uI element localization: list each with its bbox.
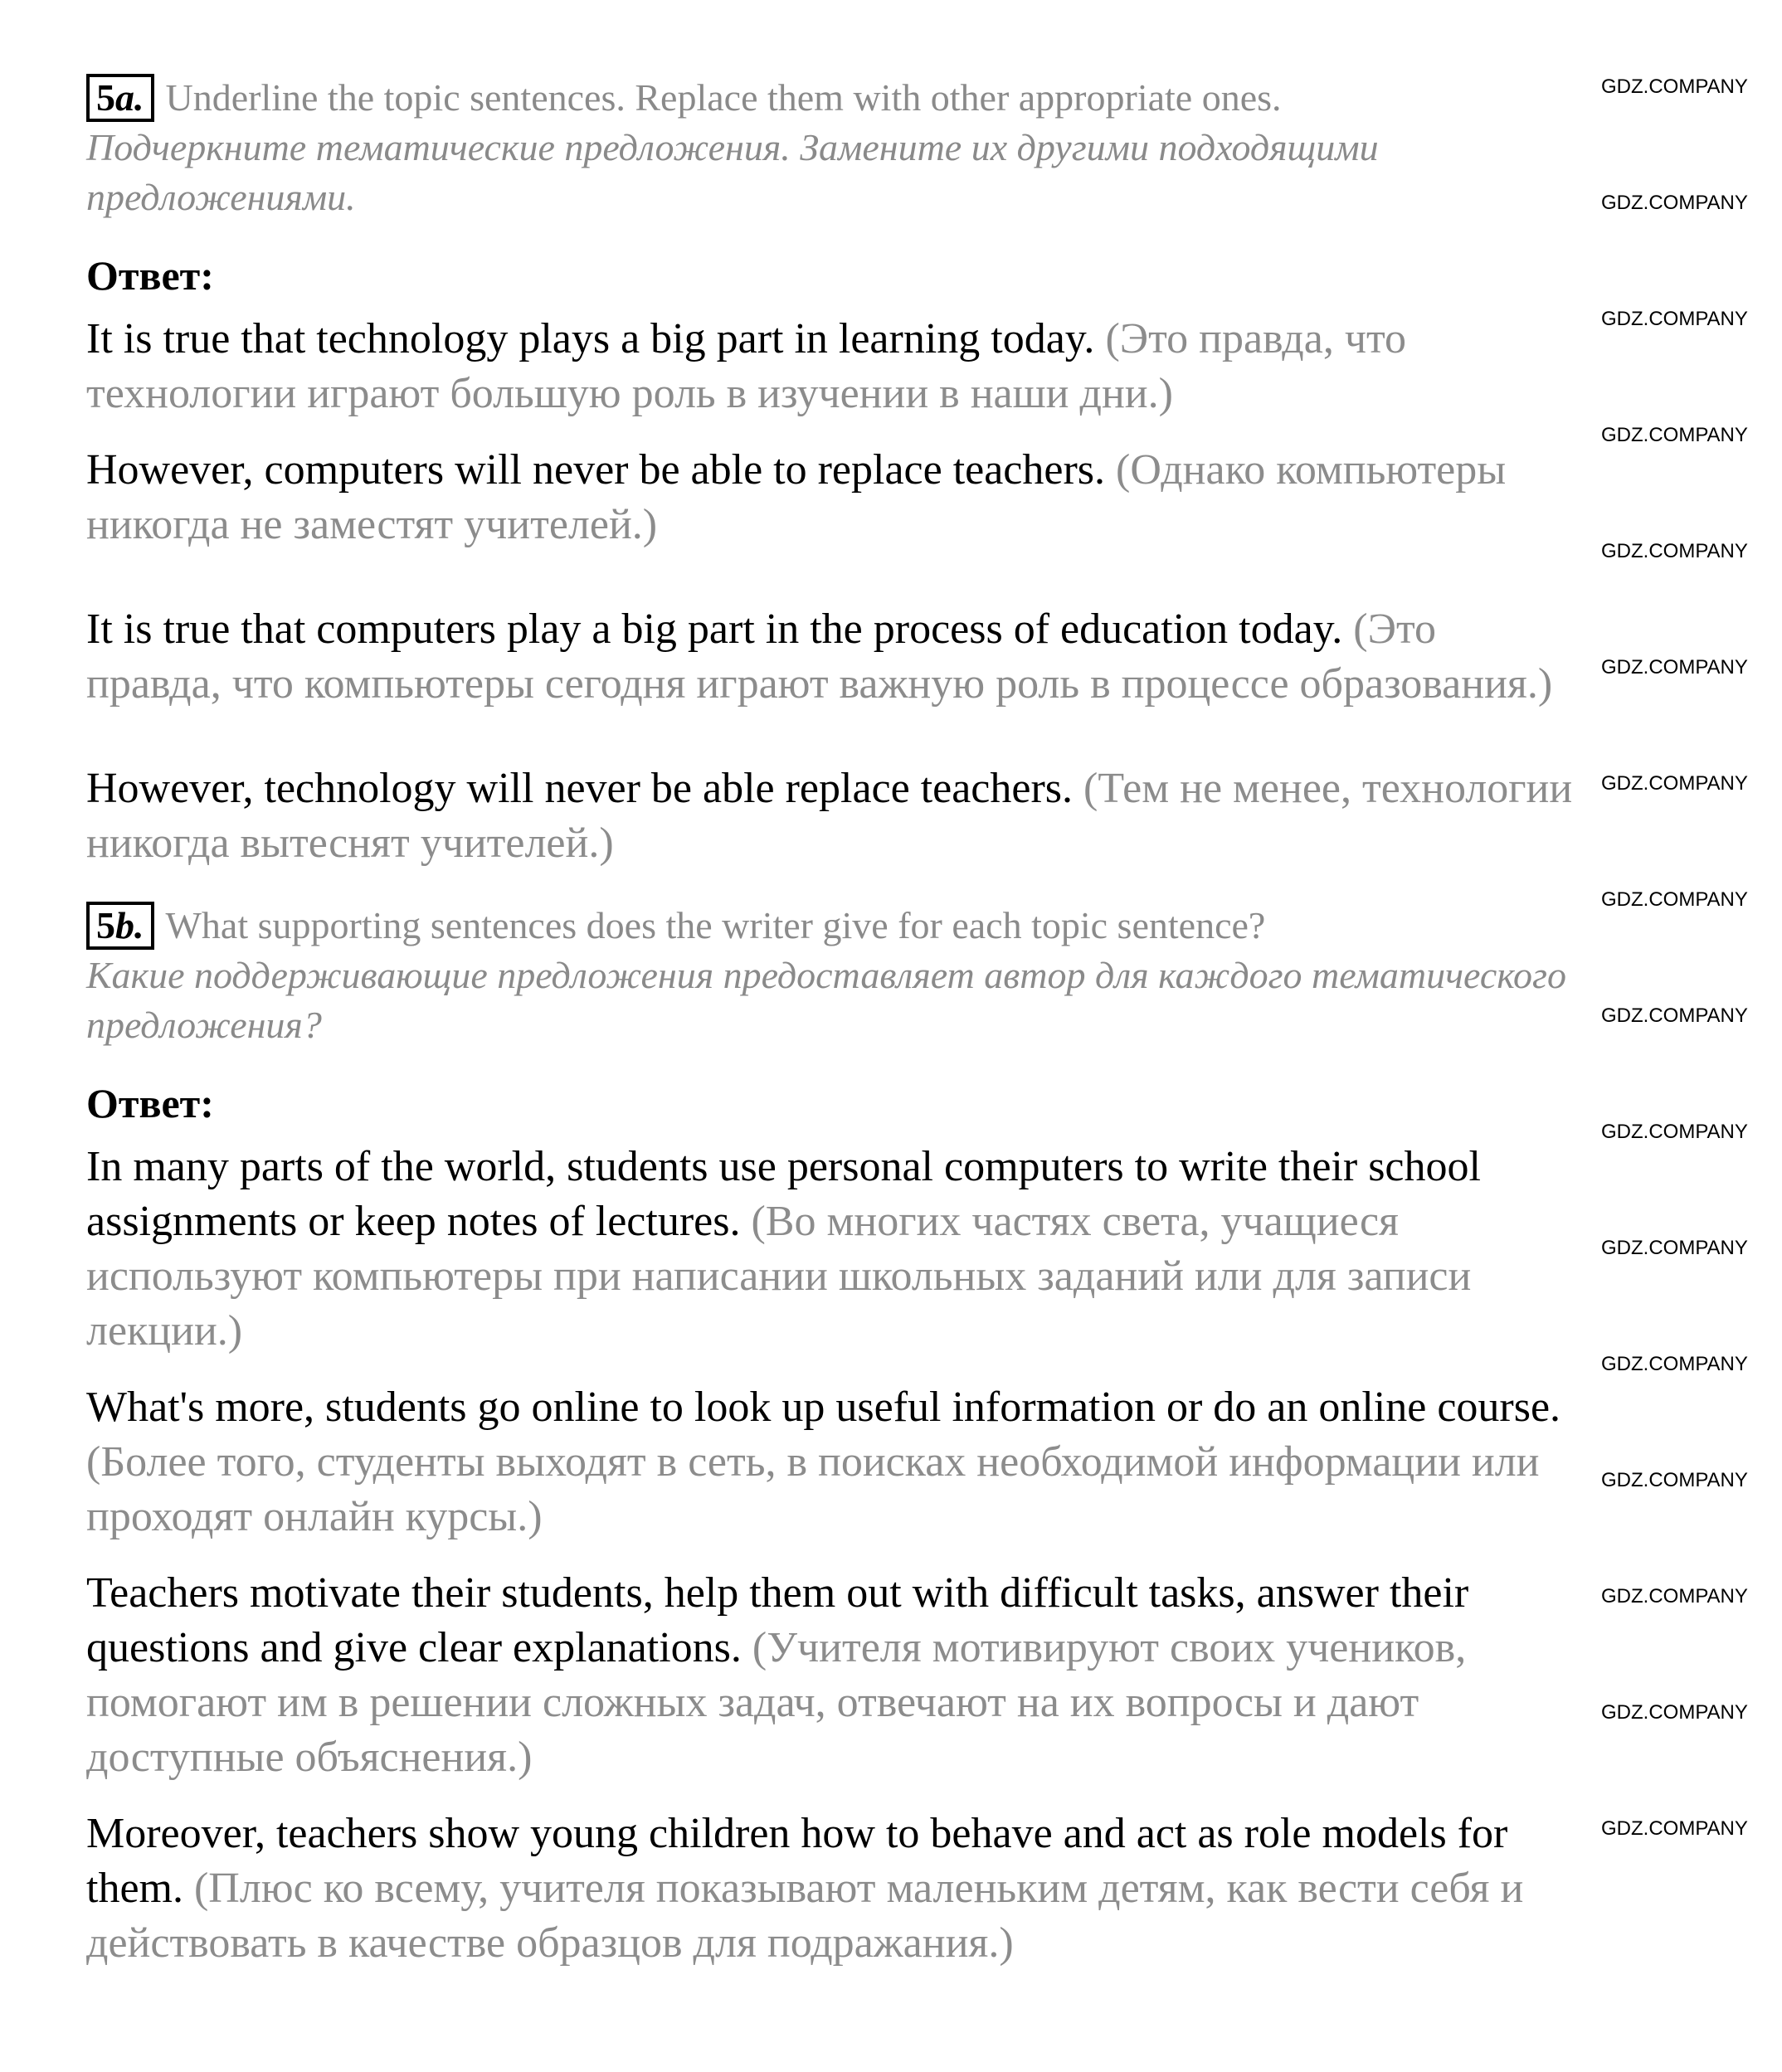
task-number: 5 — [96, 76, 115, 119]
task-number-badge — [86, 74, 154, 122]
answer-paragraph — [86, 602, 1580, 712]
watermark: GDZ.COMPANY — [1601, 1353, 1748, 1375]
russian-translation: (Это правда, что компьютеры сегодня играют важную роль в процессе образования.) — [86, 606, 1553, 708]
task-letter: b. — [115, 904, 144, 946]
watermark: GDZ.COMPANY — [1601, 1585, 1748, 1608]
watermark: GDZ.COMPANY — [1601, 1469, 1748, 1491]
watermark-column — [1601, 75, 1767, 1841]
english-sentence: However, technology will never be able replace teachers. — [86, 765, 1074, 812]
task-instruction-en: What supporting sentences does the writer give for each topic sentence? — [165, 904, 1266, 946]
answer-label: Ответ: — [86, 1080, 214, 1126]
russian-translation: (Тем не менее, технологии никогда вытеснят учителей.) — [86, 765, 1573, 867]
watermark: GDZ.COMPANY — [1601, 540, 1748, 562]
watermark: GDZ.COMPANY — [1601, 1121, 1748, 1143]
english-sentence: What's more, students go online to look up useful information or do an online course. — [86, 1384, 1561, 1431]
watermark: GDZ.COMPANY — [1601, 192, 1748, 214]
answer-paragraph — [86, 761, 1580, 871]
english-sentence: However, computers will never be able to replace teachers. — [86, 446, 1106, 494]
task-5b — [86, 901, 1580, 1050]
task-5a — [86, 73, 1580, 222]
answer-paragraph — [86, 312, 1580, 421]
watermark: GDZ.COMPANY — [1601, 1237, 1748, 1259]
task-letter: a. — [115, 76, 144, 119]
english-sentence: Teachers motivate their students, help them out with difficult tasks, answer their questions and give clear explanations. — [86, 1569, 1469, 1671]
watermark: GDZ.COMPANY — [1601, 75, 1748, 98]
watermark: GDZ.COMPANY — [1601, 1701, 1748, 1724]
watermark: GDZ.COMPANY — [1601, 1004, 1748, 1027]
watermark: GDZ.COMPANY — [1601, 772, 1748, 795]
english-sentence: In many parts of the world, students use personal computers to write their school assignments or keep notes of lectures. — [86, 1143, 1481, 1245]
task-instruction-en: Underline the topic sentences. Replace them with other appropriate ones. — [165, 76, 1282, 119]
english-sentence: Moreover, teachers show young children how to behave and act as role models for them. — [86, 1810, 1508, 1912]
answer-paragraph — [86, 1566, 1580, 1785]
answer-paragraph — [86, 443, 1580, 552]
russian-translation: (Плюс ко всему, учителя показывают маленьким детям, как вести себя и действовать в качестве образцов для подражания.) — [86, 1865, 1524, 1967]
task-instruction-ru: Какие поддерживающие предложения предоставляет автор для каждого тематического предложения? — [86, 954, 1566, 1046]
task-number: 5 — [96, 904, 115, 946]
answer-paragraph — [86, 1140, 1580, 1359]
english-sentence: It is true that technology plays a big part in learning today. — [86, 315, 1095, 362]
russian-translation: (Во многих частях света, учащиеся используют компьютеры при написании школьных заданий или для записи лекции.) — [86, 1198, 1472, 1355]
answer-paragraph — [86, 1807, 1580, 1971]
watermark: GDZ.COMPANY — [1601, 1817, 1748, 1840]
watermark: GDZ.COMPANY — [1601, 308, 1748, 330]
russian-translation: (Это правда, что технологии играют большую роль в изучении в наши дни.) — [86, 315, 1407, 417]
english-sentence: It is true that computers play a big part in the process of education today. — [86, 606, 1343, 653]
answer-label: Ответ: — [86, 252, 214, 299]
task-instruction-ru: Подчеркните тематические предложения. Замените их другими подходящими предложениями. — [86, 126, 1379, 218]
russian-translation: (Более того, студенты выходят в сеть, в поисках необходимой информации или проходят онлайн курсы.) — [86, 1438, 1540, 1540]
russian-translation: (Однако компьютеры никогда не заместят учителей.) — [86, 446, 1507, 548]
task-number-badge — [86, 902, 154, 950]
watermark: GDZ.COMPANY — [1601, 888, 1748, 911]
watermark: GDZ.COMPANY — [1601, 424, 1748, 446]
watermark: GDZ.COMPANY — [1601, 656, 1748, 679]
answer-paragraph — [86, 1380, 1580, 1544]
page-content — [86, 0, 1580, 2026]
russian-translation: (Учителя мотивируют своих учеников, помогают им в решении сложных задач, отвечают на их вопросы и дают доступные объяснения.) — [86, 1624, 1467, 1781]
